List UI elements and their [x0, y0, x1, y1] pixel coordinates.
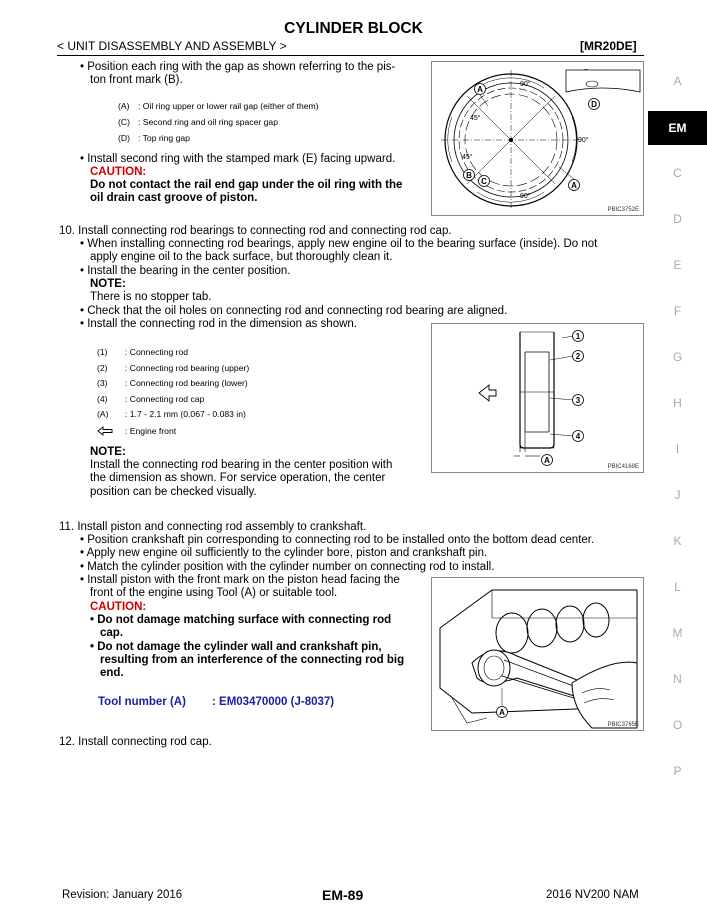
engine-code: [MR20DE]	[580, 39, 637, 53]
s11-bullet-4b: front of the engine using Tool (A) or suitable tool.	[90, 587, 338, 599]
legend-item: : Engine front	[97, 426, 108, 441]
svg-text:4: 4	[575, 432, 581, 441]
section-tab-p[interactable]: P	[673, 764, 682, 778]
section-tab-e[interactable]: E	[673, 258, 682, 272]
svg-text:B: B	[466, 171, 472, 180]
s11-bullet-1: • Position crankshaft pin corresponding to connecting rod to be installed onto the bottom dead center.	[80, 534, 595, 546]
tool-number-value: : EM03470000 (J-8037)	[212, 696, 335, 708]
s10-note2-text-1: Install the connecting rod bearing in the center position with	[90, 459, 393, 471]
svg-text:45°: 45°	[470, 115, 481, 122]
svg-text:1: 1	[575, 332, 581, 341]
svg-text:D: D	[591, 100, 597, 109]
s12-title: 12. Install connecting rod cap.	[59, 736, 212, 748]
engine-front-arrow-icon	[479, 385, 496, 401]
footer-revision: Revision: January 2016	[62, 889, 183, 901]
footer-page-number: EM-89	[322, 887, 364, 903]
s10-note2-label: NOTE:	[90, 446, 126, 458]
s11-bullet-2: • Apply new engine oil sufficiently to the cylinder bore, piston and crankshaft pin.	[80, 547, 488, 559]
section-tab-o[interactable]: O	[672, 718, 683, 732]
figure-code: PBIC4169E	[607, 464, 639, 470]
s10-note-label: NOTE:	[90, 278, 126, 290]
s10-legend	[97, 347, 250, 441]
s9-caution-text-1: Do not contact the rail end gap under the oil ring with the	[90, 179, 403, 191]
s9-caution-label: CAUTION:	[90, 166, 147, 178]
svg-text:2: 2	[575, 352, 581, 361]
svg-text:A: A	[544, 456, 550, 465]
section-tab-n[interactable]: N	[673, 672, 682, 686]
footer-model: 2016 NV200 NAM	[546, 889, 639, 901]
legend-item: (2) : Connecting rod bearing (upper)	[97, 362, 250, 373]
legend-item: (A) : Oil ring upper or lower rail gap (either of them)	[118, 101, 319, 111]
connecting-rod-bearing-figure	[431, 323, 644, 473]
s11-caution-label: CAUTION:	[90, 601, 147, 613]
s9-bullet-2: • Install second ring with the stamped mark (E) facing upward.	[80, 153, 396, 165]
engine-block-diagram	[432, 578, 643, 730]
s10-bullet-1b: apply engine oil to the back surface, but thoroughly clean it.	[90, 251, 393, 263]
s11-caution-2c: end.	[100, 667, 124, 679]
s9-legend	[118, 101, 319, 149]
page-title: CYLINDER BLOCK	[284, 20, 423, 37]
section-tab-em[interactable]: EM	[648, 111, 707, 145]
s10-bullet-4: • Install the connecting rod in the dimension as shown.	[80, 318, 357, 330]
s9-bullet-1a: • Position each ring with the gap as shown referring to the pis-	[80, 61, 396, 73]
s11-title: 11. Install piston and connecting rod assembly to crankshaft.	[59, 521, 367, 533]
section-tab-l[interactable]: L	[674, 580, 681, 594]
legend-item: (4) : Connecting rod cap	[97, 393, 205, 404]
s9-bullet-1b: ton front mark (B).	[90, 74, 183, 86]
s10-bullet-2: • Install the bearing in the center position.	[80, 265, 291, 277]
s10-note-text: There is no stopper tab.	[90, 291, 212, 303]
piston-ring-diagram	[432, 62, 643, 215]
header-rule	[57, 55, 644, 56]
figure-code: PBIC3765E	[607, 722, 639, 728]
tool-number-label: Tool number (A)	[98, 696, 186, 708]
legend-item: (A) : 1.7 - 2.1 mm (0.067 - 0.083 in)	[97, 409, 246, 419]
section-tab-a[interactable]: A	[673, 74, 682, 88]
svg-text:90°: 90°	[578, 137, 589, 144]
piston-install-figure	[431, 577, 644, 731]
svg-text:90°: 90°	[520, 81, 531, 88]
connecting-rod-diagram	[432, 324, 643, 472]
section-tab-m[interactable]: M	[672, 626, 683, 640]
s10-note2-text-3: position can be checked visually.	[90, 486, 257, 498]
breadcrumb: < UNIT DISASSEMBLY AND ASSEMBLY >	[57, 39, 287, 53]
section-tab-g[interactable]: G	[672, 350, 683, 364]
svg-text:3: 3	[575, 396, 581, 405]
s10-note2-text-2: the dimension as shown. For service operation, the center	[90, 472, 386, 484]
svg-text:A: A	[571, 181, 577, 190]
s11-bullet-3: • Match the cylinder position with the cylinder number on connecting rod to install.	[80, 561, 495, 573]
legend-item: (C) : Second ring and oil ring spacer gap	[118, 117, 278, 127]
svg-text:A: A	[499, 708, 505, 717]
section-tab-c[interactable]: C	[673, 166, 682, 180]
s10-title: 10. Install connecting rod bearings to connecting rod and connecting rod cap.	[59, 225, 452, 237]
section-tab-f[interactable]: F	[673, 304, 682, 318]
s9-caution-text-2: oil drain cast groove of piston.	[90, 192, 258, 204]
svg-text:45°: 45°	[462, 154, 473, 161]
section-tab-d[interactable]: D	[673, 212, 682, 226]
s11-caution-2b: resulting from an interference of the connecting rod big	[100, 654, 405, 666]
legend-item: (1) : Connecting rod	[97, 347, 189, 357]
section-tab-j[interactable]: J	[674, 488, 681, 502]
s11-bullet-4a: • Install piston with the front mark on the piston head facing the	[80, 574, 400, 586]
s11-caution-1b: cap.	[100, 627, 124, 639]
section-tab-h[interactable]: H	[673, 396, 682, 410]
svg-text:90°: 90°	[520, 193, 531, 200]
svg-text:A: A	[477, 85, 483, 94]
legend-item: (D) : Top ring gap	[118, 133, 190, 143]
section-tab-k[interactable]: K	[673, 534, 682, 548]
figure-code: PBIC3752E	[607, 207, 639, 213]
legend-item: (3) : Connecting rod bearing (lower)	[97, 378, 248, 388]
s10-bullet-3: • Check that the oil holes on connecting rod and connecting rod bearing are aligned.	[80, 305, 508, 317]
s11-caution-2a: • Do not damage the cylinder wall and crankshaft pin,	[90, 641, 382, 653]
section-tab-i[interactable]: I	[675, 442, 680, 456]
engine-front-arrow-icon	[97, 426, 113, 436]
piston-ring-gap-figure	[431, 61, 644, 216]
svg-text:C: C	[481, 177, 487, 186]
s11-caution-1a: • Do not damage matching surface with connecting rod	[90, 614, 392, 626]
s10-bullet-1a: • When installing connecting rod bearings, apply new engine oil to the bearing surface (inside). Do not	[80, 238, 598, 250]
